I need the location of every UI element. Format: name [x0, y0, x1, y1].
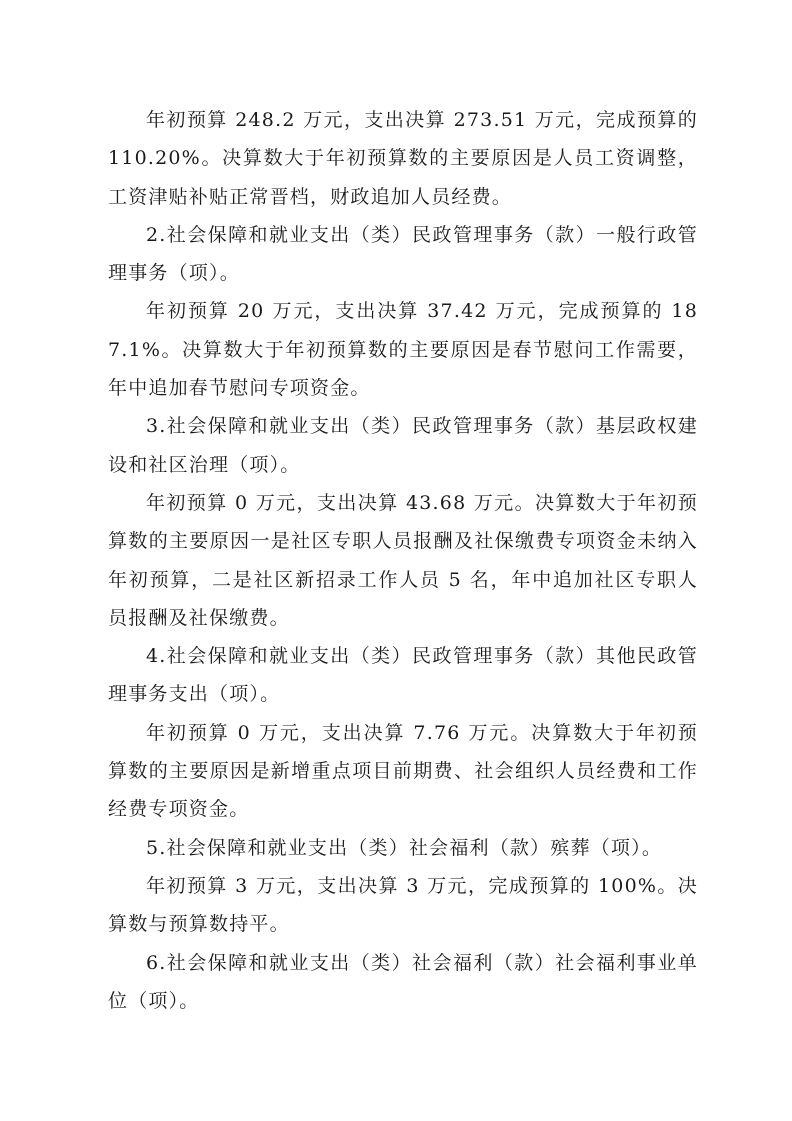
- paragraph-budget-4: 年初预算 0 万元，支出决算 7.76 万元。决算数大于年初预算数的主要原因是新增重点项目前期费、社会组织人员经费和工作经费专项资金。: [108, 721, 698, 821]
- paragraph-budget-3: 年初预算 0 万元，支出决算 43.68 万元。决算数大于年初预算数的主要原因一是社区专职人员报酬及社保缴费专项资金未纳入年初预算，二是社区新招录工作人员 5 名，年中追加社区专职人员报酬及社保缴费。: [108, 491, 698, 629]
- heading-item-2: 2.社会保障和就业支出（类）民政管理事务（款）一般行政管理事务（项）。: [108, 223, 698, 285]
- heading-item-6: 6.社会保障和就业支出（类）社会福利（款）社会福利事业单位（项）。: [108, 951, 698, 1012]
- paragraph-budget-5: 年初预算 3 万元，支出决算 3 万元，完成预算的 100%。决算数与预算数持平。: [108, 874, 698, 936]
- paragraph-budget-1: 年初预算 248.2 万元，支出决算 273.51 万元，完成预算的 110.20%。决算数大于年初预算数的主要原因是人员工资调整，工资津贴补贴正常晋档，财政追加人员经费。: [108, 109, 698, 208]
- heading-item-5: 5.社会保障和就业支出（类）社会福利（款）殡葬（项）。: [146, 836, 663, 859]
- heading-item-3: 3.社会保障和就业支出（类）民政管理事务（款）基层政权建设和社区治理（项）。: [108, 415, 698, 476]
- document-body: [108, 101, 698, 1020]
- heading-item-4: 4.社会保障和就业支出（类）民政管理事务（款）其他民政管理事务支出（项）。: [108, 645, 698, 706]
- paragraph-budget-2: 年初预算 20 万元，支出决算 37.42 万元，完成预算的 187.1%。决算数大于年初预算数的主要原因是春节慰问工作需要，年中追加春节慰问专项资金。: [108, 300, 698, 400]
